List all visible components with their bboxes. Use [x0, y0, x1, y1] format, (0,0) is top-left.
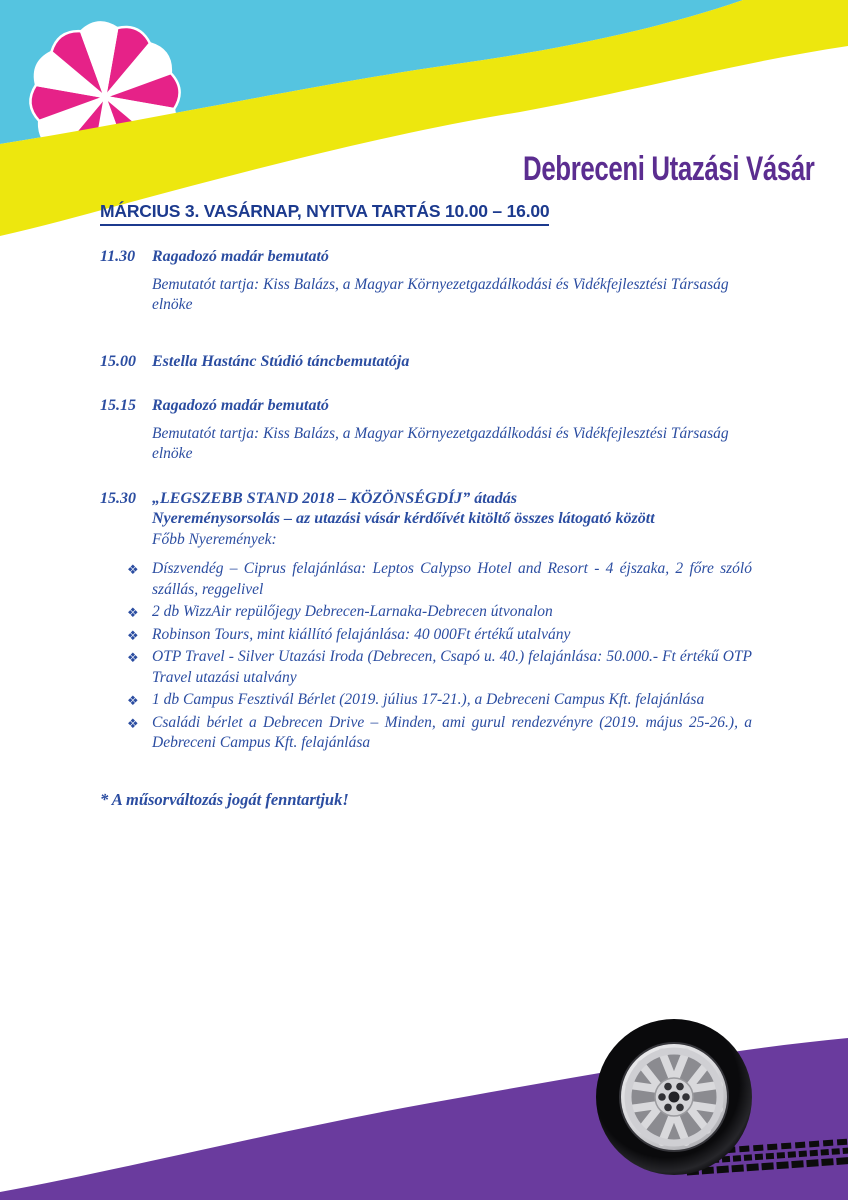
diamond-bullet-icon: ❖ [127, 627, 139, 643]
diamond-bullet-icon: ❖ [127, 715, 139, 731]
prize-text: 2 db WizzAir repülőjegy Debrecen-Larnaka-Debrecen útvonalon [152, 603, 553, 620]
prize-text: OTP Travel - Silver Utazási Iroda (Debrecen, Csapó u. 40.) felajánlása: 50.000.- Ft értékű OTP Travel utazási utalvány [152, 648, 752, 686]
prize-item [127, 713, 752, 754]
prize-item [127, 559, 752, 600]
program-item [100, 489, 752, 756]
prize-list [127, 559, 752, 754]
prize-text: Családi bérlet a Debrecen Drive – Minden, ami gurul rendezvényre (2019. május 25-26.), a Debreceni Campus Kft. felajánlása [152, 713, 752, 751]
diamond-bullet-icon: ❖ [127, 605, 139, 620]
item-subtitle: Nyereménysorsolás – az utazási vásár kérdőívét kitöltő összes látogató között [152, 510, 655, 527]
time-label: 15.30 [100, 489, 136, 507]
program-list [100, 247, 752, 810]
prize-item [127, 602, 752, 623]
schedule-heading: MÁRCIUS 3. VASÁRNAP, NYITVA TARTÁS 10.00 – 16.00 [100, 201, 549, 226]
item-detail: Bemutatót tartja: Kiss Balázs, a Magyar Környezetgazdálkodási és Vidékfejlesztési Társaság elnöke [152, 424, 729, 462]
item-title: Ragadozó madár bemutató [152, 248, 329, 265]
program-item [100, 247, 744, 316]
time-label: 15.15 [100, 397, 136, 414]
prize-item [127, 647, 752, 688]
item-detail: Bemutatót tartja: Kiss Balázs, a Magyar Környezetgazdálkodási és Vidékfejlesztési Társaság elnöke [152, 275, 729, 313]
prize-text: 1 db Campus Fesztivál Bérlet (2019. július 17-21.), a Debreceni Campus Kft. felajánlása [152, 691, 705, 708]
program-item [100, 396, 744, 465]
time-label: 11.30 [100, 248, 136, 265]
diamond-bullet-icon: ❖ [127, 650, 139, 665]
item-title: Ragadozó madár bemutató [152, 397, 329, 414]
prize-text: Robinson Tours, mint kiállító felajánlása: 40 000Ft értékű utalvány [152, 625, 571, 643]
prize-item [127, 690, 752, 711]
prize-text: Díszvendég – Ciprus felajánlása: Leptos Calypso Hotel and Resort - 4 éjszaka, 2 főre szóló szállás, reggelivel [152, 560, 752, 598]
diamond-bullet-icon: ❖ [127, 562, 139, 577]
program-item [100, 352, 744, 373]
item-title: „LEGSZEBB STAND 2018 – KÖZÖNSÉGDÍJ” átadás [152, 489, 517, 507]
prizes-label: Főbb Nyeremények: [152, 530, 277, 548]
time-label: 15.00 [100, 352, 136, 370]
page-title: Debreceni Utazási Vásár [522, 150, 814, 188]
diamond-bullet-icon: ❖ [127, 693, 139, 708]
footnote: * A műsorváltozás jogát fenntartjuk! [100, 789, 349, 809]
prize-item [127, 625, 752, 646]
item-title: Estella Hastánc Stúdió táncbemutatója [152, 352, 410, 370]
